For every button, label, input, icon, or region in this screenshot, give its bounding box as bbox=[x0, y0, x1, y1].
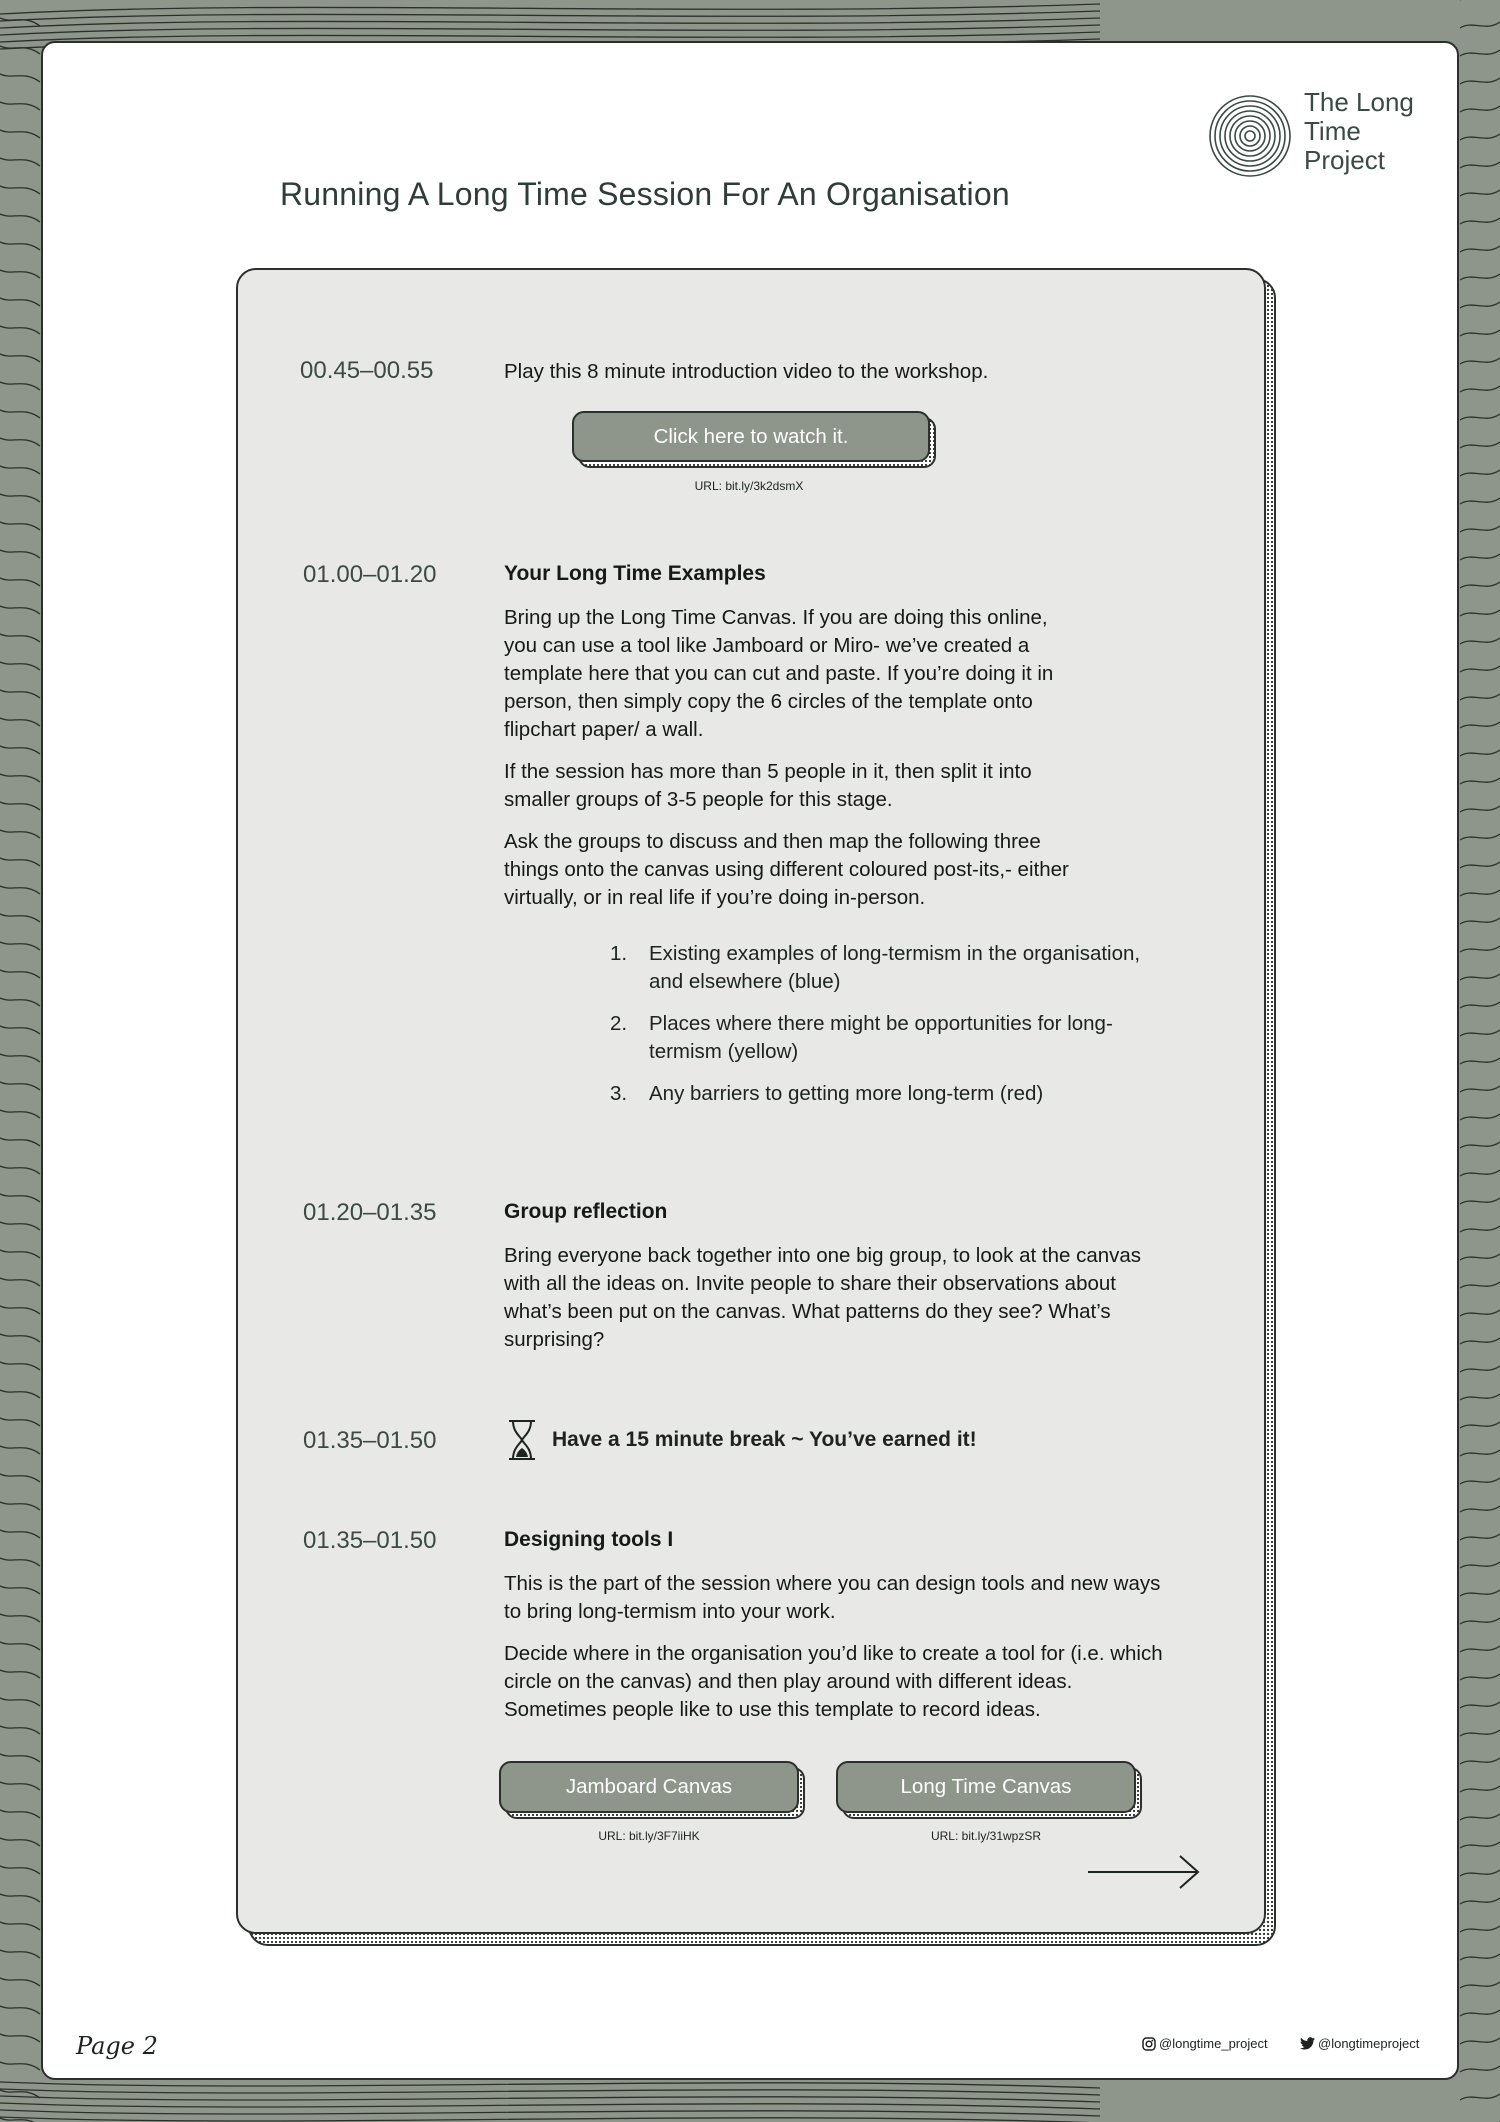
contour-line bbox=[1460, 2066, 1500, 2072]
contour-line bbox=[1460, 1870, 1500, 1876]
contour-line bbox=[0, 1138, 40, 1146]
contour-line bbox=[0, 1670, 40, 1678]
list-item bbox=[608, 1010, 1168, 1066]
contour-line bbox=[1460, 1338, 1500, 1344]
contour-line bbox=[0, 1558, 40, 1566]
logo-concentric-circles-icon bbox=[1208, 94, 1292, 178]
contour-line bbox=[0, 830, 40, 838]
contour-line bbox=[0, 1110, 40, 1118]
long-time-canvas-button-wrapper bbox=[836, 1761, 1136, 1813]
contour-line bbox=[1460, 834, 1500, 840]
contour-line bbox=[0, 2103, 1100, 2109]
contour-line bbox=[1460, 1422, 1500, 1428]
contour-line bbox=[0, 606, 40, 614]
instagram-handle[interactable] bbox=[1142, 2036, 1268, 2051]
contour-line bbox=[0, 2089, 1100, 2095]
contour-line bbox=[0, 130, 40, 138]
long-time-canvas-url: URL: bit.ly/31wpzSR bbox=[930, 1829, 1042, 1843]
contour-line bbox=[1460, 1898, 1500, 1904]
contour-line bbox=[1460, 1366, 1500, 1372]
contour-line bbox=[0, 1250, 40, 1258]
contour-line bbox=[0, 1334, 40, 1342]
paragraph: Decide where in the organisation you’d like to create a tool for (i.e. which circle on the canvas) and then play around with different ideas. Sometimes people like to use this template to record ideas. bbox=[504, 1642, 1163, 1721]
contour-line bbox=[0, 1474, 40, 1482]
contour-line bbox=[1460, 1394, 1500, 1400]
contour-line bbox=[1460, 862, 1500, 868]
contour-line bbox=[0, 1194, 40, 1202]
instagram-handle-text: @longtime_project bbox=[1159, 2036, 1268, 2051]
contour-line bbox=[0, 410, 40, 418]
contour-line bbox=[0, 214, 40, 222]
contour-line bbox=[0, 1082, 40, 1090]
contour-line bbox=[0, 2096, 1100, 2102]
contour-line bbox=[0, 1586, 40, 1594]
contour-line bbox=[0, 1054, 40, 1062]
contour-line bbox=[1460, 442, 1500, 448]
contour-line bbox=[1460, 1310, 1500, 1316]
jamboard-canvas-button-wrapper bbox=[499, 1761, 799, 1813]
twitter-bird-icon bbox=[1300, 2037, 1315, 2050]
contour-line bbox=[0, 998, 40, 1006]
contour-line bbox=[1460, 330, 1500, 336]
paragraph: If the session has more than 5 people in it, then split it into smaller groups of 3-5 people for this stage. bbox=[504, 760, 1032, 811]
contour-line bbox=[1460, 582, 1500, 588]
contour-line bbox=[0, 746, 40, 754]
contour-line bbox=[1460, 1170, 1500, 1176]
contour-line bbox=[0, 1894, 40, 1902]
contour-line bbox=[0, 522, 40, 530]
list-item bbox=[608, 1080, 1168, 1108]
contour-line bbox=[0, 1978, 40, 1986]
contour-line bbox=[1460, 134, 1500, 140]
contour-line bbox=[1460, 526, 1500, 532]
contour-line bbox=[1460, 358, 1500, 364]
contour-line bbox=[1460, 1618, 1500, 1624]
contour-line bbox=[1460, 918, 1500, 924]
contour-line bbox=[1460, 1282, 1500, 1288]
contour-line bbox=[1460, 1842, 1500, 1848]
contour-line bbox=[1460, 106, 1500, 112]
contour-line bbox=[0, 774, 40, 782]
brand-name-line: The Long bbox=[1304, 87, 1414, 117]
video-url: URL: bit.ly/3k2dsmX bbox=[694, 479, 804, 493]
contour-line bbox=[1460, 190, 1500, 196]
contour-line bbox=[1460, 1982, 1500, 1988]
watch-video-button[interactable]: Click here to watch it. bbox=[572, 411, 930, 462]
contour-line bbox=[0, 18, 1100, 28]
contour-line bbox=[1460, 22, 1500, 28]
session-time: 01.35–01.50 bbox=[303, 1527, 437, 1554]
contour-line bbox=[1460, 1814, 1500, 1820]
contour-line bbox=[0, 886, 40, 894]
contour-line bbox=[1460, 1030, 1500, 1036]
contour-line bbox=[0, 1838, 40, 1846]
paragraph: Ask the groups to discuss and then map the following three things onto the canvas using different coloured post-its,- either virtually, or in real life if you’re doing in-person. bbox=[504, 830, 1069, 909]
contour-line bbox=[0, 1810, 40, 1818]
contour-line bbox=[0, 1306, 40, 1314]
next-page-arrow-icon[interactable] bbox=[1088, 1854, 1202, 1890]
contour-line bbox=[1460, 274, 1500, 280]
contour-line bbox=[1460, 302, 1500, 308]
contour-line bbox=[1460, 666, 1500, 672]
contour-line bbox=[0, 1026, 40, 1034]
contour-line bbox=[0, 690, 40, 698]
list-text: Existing examples of long-termism in the organisation, and elsewhere (blue) bbox=[649, 942, 1141, 993]
session-text: Play this 8 minute introduction video to the workshop. bbox=[504, 360, 989, 383]
contour-line bbox=[0, 4, 1100, 14]
numbered-list bbox=[608, 940, 1168, 1122]
break-line bbox=[504, 1418, 977, 1462]
contour-line bbox=[1460, 1590, 1500, 1596]
contour-line bbox=[0, 662, 40, 670]
session-body bbox=[504, 1570, 1164, 1738]
contour-line bbox=[1460, 974, 1500, 980]
contour-line bbox=[0, 382, 40, 390]
session-body bbox=[504, 604, 1084, 926]
contour-line bbox=[0, 2082, 1100, 2088]
brand-name-line: Time bbox=[1304, 116, 1361, 146]
contour-line bbox=[0, 1418, 40, 1426]
contour-line bbox=[1460, 1534, 1500, 1540]
contour-line bbox=[1460, 1730, 1500, 1736]
contour-line bbox=[0, 298, 40, 306]
contour-line bbox=[0, 858, 40, 866]
session-heading: Designing tools I bbox=[504, 1528, 674, 1551]
contour-line bbox=[1460, 1450, 1500, 1456]
contour-line bbox=[1460, 1954, 1500, 1960]
contour-line bbox=[1460, 1142, 1500, 1148]
contour-line bbox=[1460, 2094, 1500, 2100]
contour-line bbox=[1460, 2038, 1500, 2044]
contour-line bbox=[0, 270, 40, 278]
watch-video-button-wrapper bbox=[572, 411, 930, 462]
contour-line bbox=[0, 718, 40, 726]
twitter-handle[interactable] bbox=[1300, 2036, 1419, 2051]
contour-line bbox=[1460, 498, 1500, 504]
list-number: 1. bbox=[610, 942, 628, 965]
list-text: Any barriers to getting more long-term (red) bbox=[649, 1082, 1044, 1105]
contour-line bbox=[0, 1390, 40, 1398]
session-time: 01.20–01.35 bbox=[303, 1199, 437, 1226]
jamboard-url: URL: bit.ly/3F7iiHK bbox=[598, 1829, 700, 1843]
contour-line bbox=[0, 186, 40, 194]
contour-line bbox=[0, 942, 40, 950]
contour-line bbox=[1460, 1254, 1500, 1260]
contour-line bbox=[1460, 50, 1500, 56]
contour-line bbox=[0, 1530, 40, 1538]
contour-line bbox=[0, 2006, 40, 2014]
session-body bbox=[504, 1242, 1164, 1368]
contour-line bbox=[1460, 694, 1500, 700]
contour-line bbox=[0, 1754, 40, 1762]
contour-line bbox=[0, 1166, 40, 1174]
contour-line bbox=[0, 578, 40, 586]
contour-line bbox=[0, 1362, 40, 1370]
contour-line bbox=[1460, 1226, 1500, 1232]
contour-line bbox=[0, 158, 40, 166]
contour-line bbox=[1460, 162, 1500, 168]
contour-line bbox=[1460, 1562, 1500, 1568]
instagram-icon bbox=[1142, 2037, 1156, 2051]
break-text: Have a 15 minute break ~ You’ve earned it! bbox=[552, 1428, 977, 1451]
contour-line bbox=[1460, 554, 1500, 560]
brand-name bbox=[1304, 88, 1414, 175]
contour-line bbox=[1460, 414, 1500, 420]
contour-line bbox=[0, 1782, 40, 1790]
hourglass-icon bbox=[504, 1418, 540, 1462]
contour-line bbox=[1460, 1478, 1500, 1484]
session-time: 00.45–00.55 bbox=[300, 357, 434, 384]
contour-line bbox=[1460, 218, 1500, 224]
contour-line bbox=[0, 466, 40, 474]
contour-line bbox=[1460, 470, 1500, 476]
contour-line bbox=[0, 1922, 40, 1930]
contour-line bbox=[1460, 890, 1500, 896]
contour-line bbox=[0, 354, 40, 362]
contour-line bbox=[0, 2034, 40, 2042]
contour-line bbox=[0, 2117, 1100, 2122]
contour-line bbox=[1460, 1086, 1500, 1092]
contour-line bbox=[0, 438, 40, 446]
contour-line bbox=[1460, 1926, 1500, 1932]
contour-line bbox=[0, 326, 40, 334]
contour-line bbox=[1460, 638, 1500, 644]
contour-line bbox=[1460, 1506, 1500, 1512]
contour-line bbox=[0, 1698, 40, 1706]
page-number: Page 2 bbox=[76, 2032, 158, 2060]
contour-line bbox=[1460, 1786, 1500, 1792]
contour-line bbox=[1460, 610, 1500, 616]
contour-line bbox=[1460, 750, 1500, 756]
contour-line bbox=[1460, 722, 1500, 728]
contour-line bbox=[0, 1222, 40, 1230]
list-number: 2. bbox=[610, 1012, 628, 1035]
paragraph: Bring everyone back together into one big group, to look at the canvas with all the ideas on. Invite people to share their observations about what’s been put on the canvas. What patterns do they see? What’s surprising? bbox=[504, 1244, 1142, 1351]
contour-line bbox=[0, 11, 1100, 21]
contour-line bbox=[1460, 1002, 1500, 1008]
contour-line bbox=[1460, 946, 1500, 952]
contour-line bbox=[0, 494, 40, 502]
contour-line bbox=[1460, 1758, 1500, 1764]
contour-line bbox=[0, 1278, 40, 1286]
contour-line bbox=[0, 74, 40, 82]
contour-line bbox=[0, 914, 40, 922]
contour-line bbox=[0, 1614, 40, 1622]
contour-line bbox=[0, 970, 40, 978]
contour-line bbox=[0, 1866, 40, 1874]
contour-line bbox=[1460, 246, 1500, 252]
contour-line bbox=[1460, 2010, 1500, 2016]
contour-line bbox=[1460, 386, 1500, 392]
list-item bbox=[608, 940, 1168, 996]
contour-line bbox=[1460, 1058, 1500, 1064]
brand-name-line: Project bbox=[1304, 145, 1385, 175]
session-heading: Your Long Time Examples bbox=[504, 562, 766, 585]
contour-line bbox=[0, 634, 40, 642]
contour-line bbox=[0, 1950, 40, 1958]
contour-line bbox=[0, 550, 40, 558]
contour-line bbox=[1460, 1674, 1500, 1680]
paragraph: Bring up the Long Time Canvas. If you are doing this online, you can use a tool like Jamboard or Miro- we’ve created a template here that you can cut and paste. If you’re doing it in person, then simply copy the 6 circles of the template onto flipchart paper/ a wall. bbox=[504, 606, 1054, 741]
contour-line bbox=[0, 802, 40, 810]
contour-line bbox=[0, 2110, 1100, 2116]
list-text: Places where there might be opportunities for long-termism (yellow) bbox=[649, 1012, 1113, 1063]
contour-line bbox=[1460, 78, 1500, 84]
contour-line bbox=[0, 1642, 40, 1650]
contour-line bbox=[1460, 778, 1500, 784]
contour-line bbox=[0, 2062, 40, 2070]
contour-line bbox=[1460, 1198, 1500, 1204]
list-number: 3. bbox=[610, 1082, 628, 1105]
paragraph: This is the part of the session where you can design tools and new ways to bring long-termism into your work. bbox=[504, 1572, 1161, 1623]
contour-line bbox=[0, 25, 1100, 35]
contour-line bbox=[0, 1446, 40, 1454]
contour-line bbox=[1460, 1114, 1500, 1120]
session-time: 01.00–01.20 bbox=[303, 561, 437, 588]
contour-line bbox=[0, 1502, 40, 1510]
long-time-canvas-button[interactable]: Long Time Canvas bbox=[836, 1761, 1136, 1813]
contour-line bbox=[1460, 806, 1500, 812]
session-time: 01.35–01.50 bbox=[303, 1427, 437, 1454]
jamboard-canvas-button[interactable]: Jamboard Canvas bbox=[499, 1761, 799, 1813]
contour-line bbox=[1460, 1702, 1500, 1708]
contour-line bbox=[0, 1726, 40, 1734]
twitter-handle-text: @longtimeproject bbox=[1318, 2036, 1420, 2051]
contour-line bbox=[1460, 1646, 1500, 1652]
page-title: Running A Long Time Session For An Organisation bbox=[280, 176, 1010, 212]
contour-line bbox=[0, 102, 40, 110]
session-heading: Group reflection bbox=[504, 1200, 668, 1223]
contour-line bbox=[0, 242, 40, 250]
